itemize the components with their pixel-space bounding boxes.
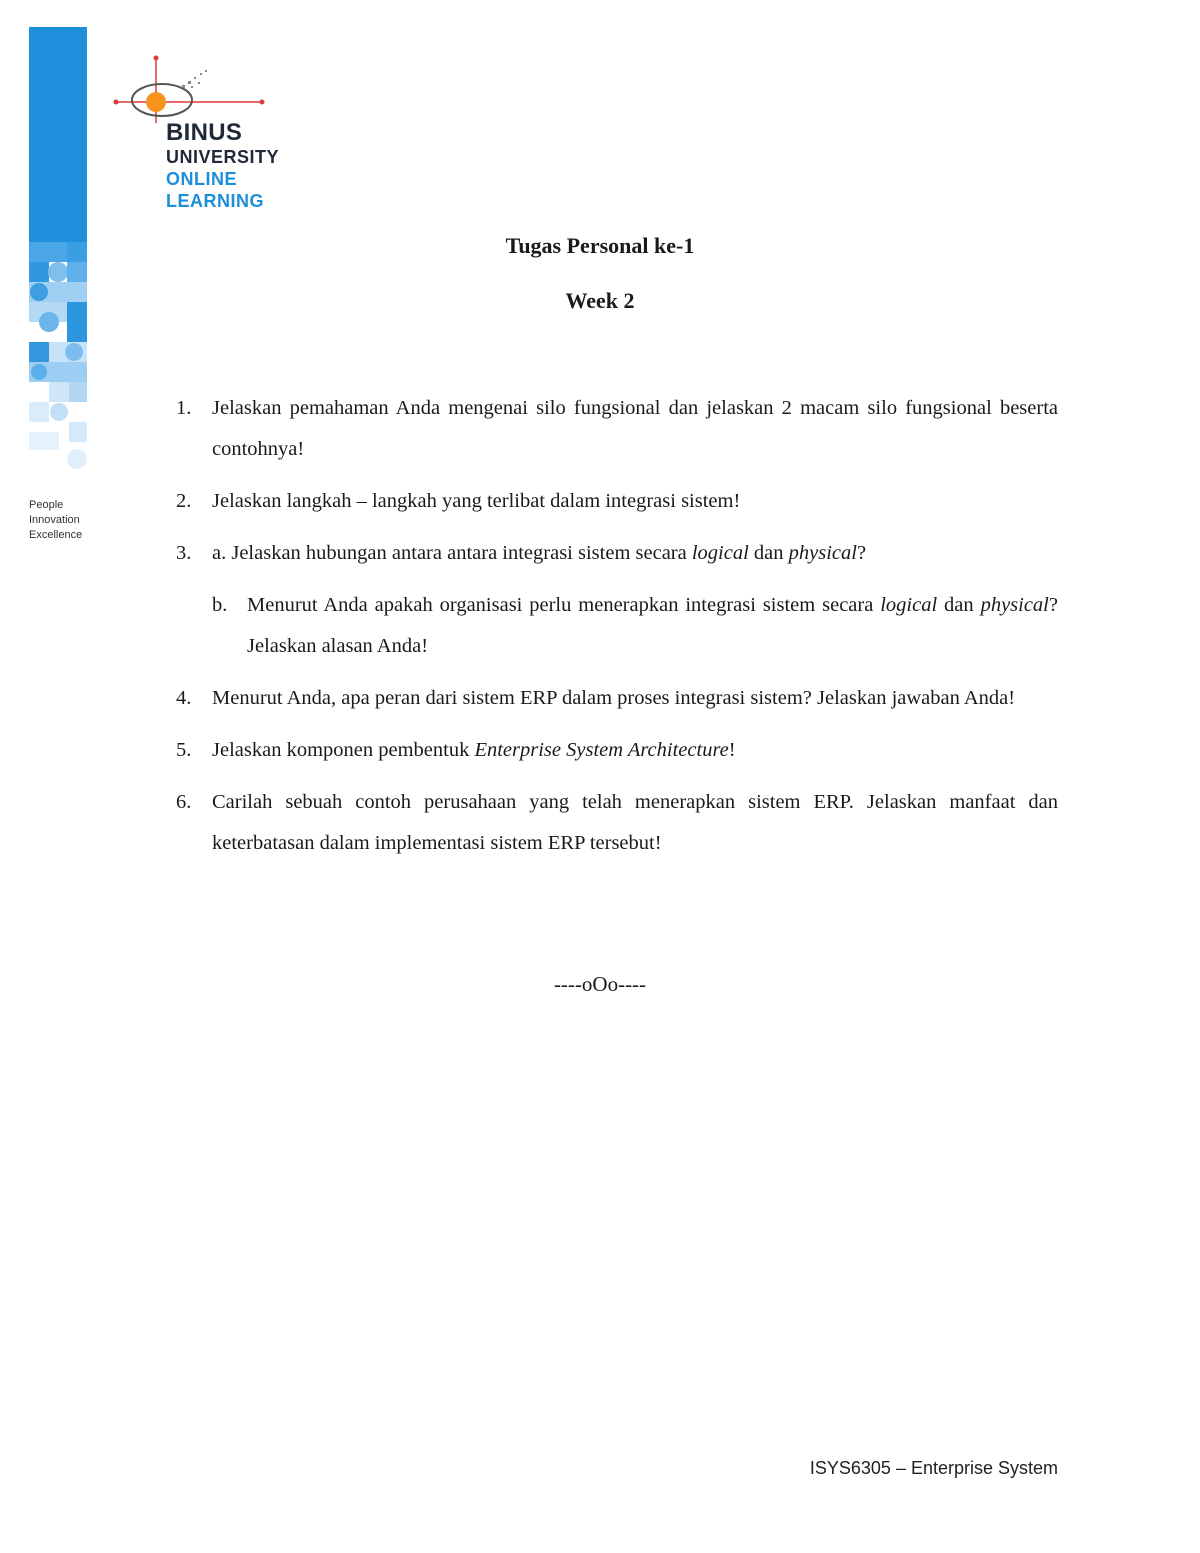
subquestion-letter: a. [212, 542, 227, 564]
question-number: 3. [176, 542, 192, 564]
document-title: Tugas Personal ke-1 [505, 233, 695, 258]
brand-tagline [29, 498, 82, 543]
subquestion-b [212, 585, 1058, 667]
emphasis-term: physical [788, 542, 857, 564]
emphasis-term: physical [980, 594, 1049, 616]
question-number: 6. [176, 791, 192, 813]
logo-line-online: ONLINE [166, 169, 238, 189]
question-list [172, 388, 1058, 875]
subquestion-text: Jelaskan hubungan antara antara integrasi sistem secara [231, 542, 692, 564]
tagline-innovation: Innovation [29, 514, 80, 526]
logo-wordmark [166, 120, 279, 212]
tagline-people: People [29, 499, 64, 511]
question-number: 2. [176, 490, 192, 512]
question-text: Jelaskan langkah – langkah yang terlibat dalam integrasi sistem! [212, 490, 741, 512]
logo-line-university: UNIVERSITY [166, 147, 280, 167]
subquestion-letter: b. [212, 594, 228, 616]
subquestion-text: dan [937, 594, 981, 616]
logo-line-binus: BINUS [166, 119, 243, 146]
question-number: 5. [176, 739, 192, 761]
subquestion-a [212, 533, 1058, 574]
question-text: Jelaskan komponen pembentuk [212, 739, 475, 761]
question-number: 4. [176, 687, 192, 709]
question-text: ! [728, 739, 736, 761]
binus-logo-icon [112, 55, 267, 125]
document-subtitle: Week 2 [565, 288, 635, 313]
question-item [172, 678, 1058, 719]
question-text: Jelaskan pemahaman Anda mengenai silo fungsional dan jelaskan 2 macam silo fungsional beserta contohnya! [212, 397, 1058, 460]
question-item [172, 533, 1058, 667]
logo-line-learning: LEARNING [166, 191, 264, 211]
question-item [172, 730, 1058, 771]
subquestion-text: Menurut Anda apakah organisasi perlu menerapkan integrasi sistem secara [247, 594, 881, 616]
closing-ornament: ----oOo---- [553, 972, 647, 996]
question-item [172, 782, 1058, 864]
question-item [172, 388, 1058, 470]
emphasis-term: logical [691, 542, 749, 564]
question-number: 1. [176, 397, 192, 419]
tagline-excellence: Excellence [29, 529, 83, 541]
emphasis-term: logical [880, 594, 938, 616]
question-text: Carilah sebuah contoh perusahaan yang telah menerapkan sistem ERP. Jelaskan manfaat dan keterbatasan dalam implementasi sistem ERP tersebut! [212, 791, 1058, 854]
subquestion-text: dan [748, 542, 789, 564]
emphasis-term: Enterprise System Architecture [474, 739, 729, 761]
page-footer: ISYS6305 – Enterprise System [809, 1458, 1058, 1478]
question-text: Menurut Anda, apa peran dari sistem ERP dalam proses integrasi sistem? Jelaskan jawaban Anda! [212, 687, 1016, 709]
subquestion-text: ? [856, 542, 867, 564]
question-item [172, 481, 1058, 522]
subquestion-text: ? Jelaskan alasan Anda! [247, 594, 1058, 657]
